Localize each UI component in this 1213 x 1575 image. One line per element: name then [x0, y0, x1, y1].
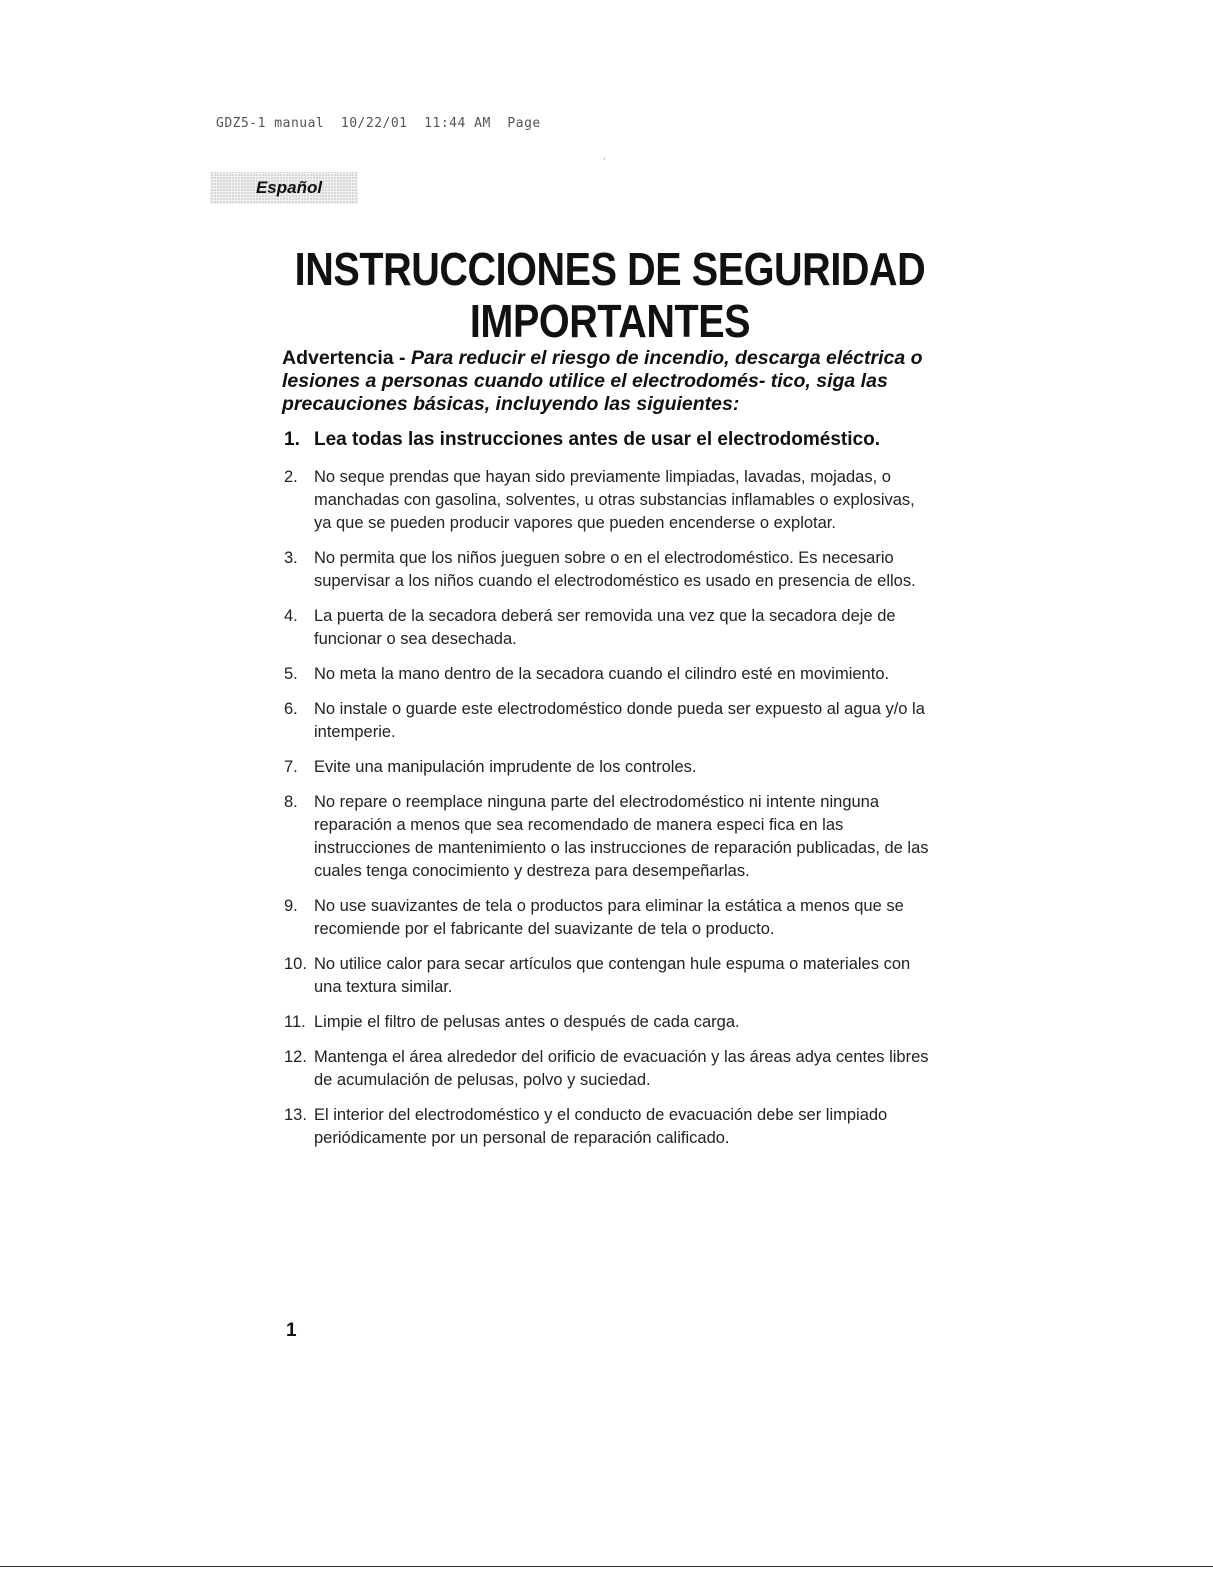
list-item	[284, 663, 934, 686]
item-text: No use suavizantes de tela o productos para eliminar la estática a menos que se recomiende por el fabricante del suavizante de tela o producto.	[314, 897, 904, 938]
language-label: Español	[255, 178, 323, 197]
item-text: No meta la mano dentro de la secadora cuando el cilindro esté en movimiento.	[314, 665, 890, 683]
item-number: 5.	[284, 665, 298, 683]
item-text: No seque prendas que hayan sido previamente limpiadas, lavadas, mojadas, o manchadas con gasolina, solventes, u otras substancias inflamables o explosivas, ya que se pueden producir vapores que pueden encenderse o explotar.	[314, 468, 915, 532]
safety-instructions-list	[284, 428, 934, 1162]
item-text: La puerta de la secadora deberá ser removida una vez que la secadora deje de funcionar o sea desechada.	[314, 607, 896, 648]
list-item	[284, 1011, 934, 1034]
warning-paragraph	[282, 347, 952, 416]
item-text: Evite una manipulación imprudente de los controles.	[314, 758, 697, 776]
title-line-1: INSTRUCCIONES DE SEGURIDAD	[294, 243, 926, 295]
item-text: Lea todas las instrucciones antes de usar el electrodoméstico.	[314, 429, 880, 450]
item-text: No repare o reemplace ninguna parte del electrodoméstico ni intente ninguna reparación a menos que sea recomendado de manera especi fica en las instrucciones de mantenimiento o las instrucciones de reparación publicadas, de las cuales tenga conocimiento y destreza para desempeñarlas.	[314, 793, 929, 880]
item-number: 9.	[284, 897, 298, 915]
item-text: El interior del electrodoméstico y el conducto de evacuación debe ser limpiado periódicamente por un personal de reparación calificado.	[314, 1106, 888, 1147]
list-item	[284, 895, 934, 941]
list-item	[284, 547, 934, 593]
list-item	[284, 428, 934, 452]
list-item	[284, 1104, 934, 1150]
language-tab	[210, 172, 358, 204]
warning-text: Para reducir el riesgo de incendio, descarga eléctrica o lesiones a personas cuando utilice el electrodomés- tico, siga las precauciones básicas, incluyendo las siguientes:	[282, 347, 923, 415]
item-text: No utilice calor para secar artículos que contengan hule espuma o materiales con una textura similar.	[314, 955, 911, 996]
list-item	[284, 698, 934, 744]
item-number: 8.	[284, 793, 298, 811]
scan-mark	[604, 158, 605, 160]
item-number: 11.	[284, 1013, 306, 1031]
bottom-rule	[0, 1566, 1213, 1567]
item-number: 6.	[284, 700, 298, 718]
list-item	[284, 466, 934, 535]
item-number: 13.	[284, 1106, 307, 1124]
item-number: 3.	[284, 549, 298, 567]
list-item	[284, 953, 934, 999]
page-title	[292, 243, 928, 347]
list-item	[284, 791, 934, 883]
item-number: 1.	[284, 429, 300, 450]
list-item	[284, 605, 934, 651]
item-text: No permita que los niños jueguen sobre o en el electrodoméstico. Es necesario supervisar a los niños cuando el electrodoméstico es usado en presencia de ellos.	[314, 549, 916, 590]
item-number: 12.	[284, 1048, 307, 1066]
title-line-2: IMPORTANTES	[469, 295, 751, 347]
item-number: 10.	[284, 955, 307, 973]
item-number: 2.	[284, 468, 298, 486]
item-text: Mantenga el área alrededor del orificio de evacuación y las áreas adya centes libres de acumulación de pelusas, polvo y suciedad.	[314, 1048, 929, 1089]
page-number: 1	[286, 1320, 297, 1341]
list-item	[284, 1046, 934, 1092]
print-header: GDZ5-1 manual 10/22/01 11:44 AM Page	[216, 116, 541, 131]
item-number: 4.	[284, 607, 298, 625]
warning-lead: Advertencia -	[282, 347, 406, 369]
item-text: No instale o guarde este electrodoméstico donde pueda ser expuesto al agua y/o la intemperie.	[314, 700, 925, 741]
item-text: Limpie el filtro de pelusas antes o después de cada carga.	[314, 1013, 740, 1031]
list-item	[284, 756, 934, 779]
item-number: 7.	[284, 758, 298, 776]
